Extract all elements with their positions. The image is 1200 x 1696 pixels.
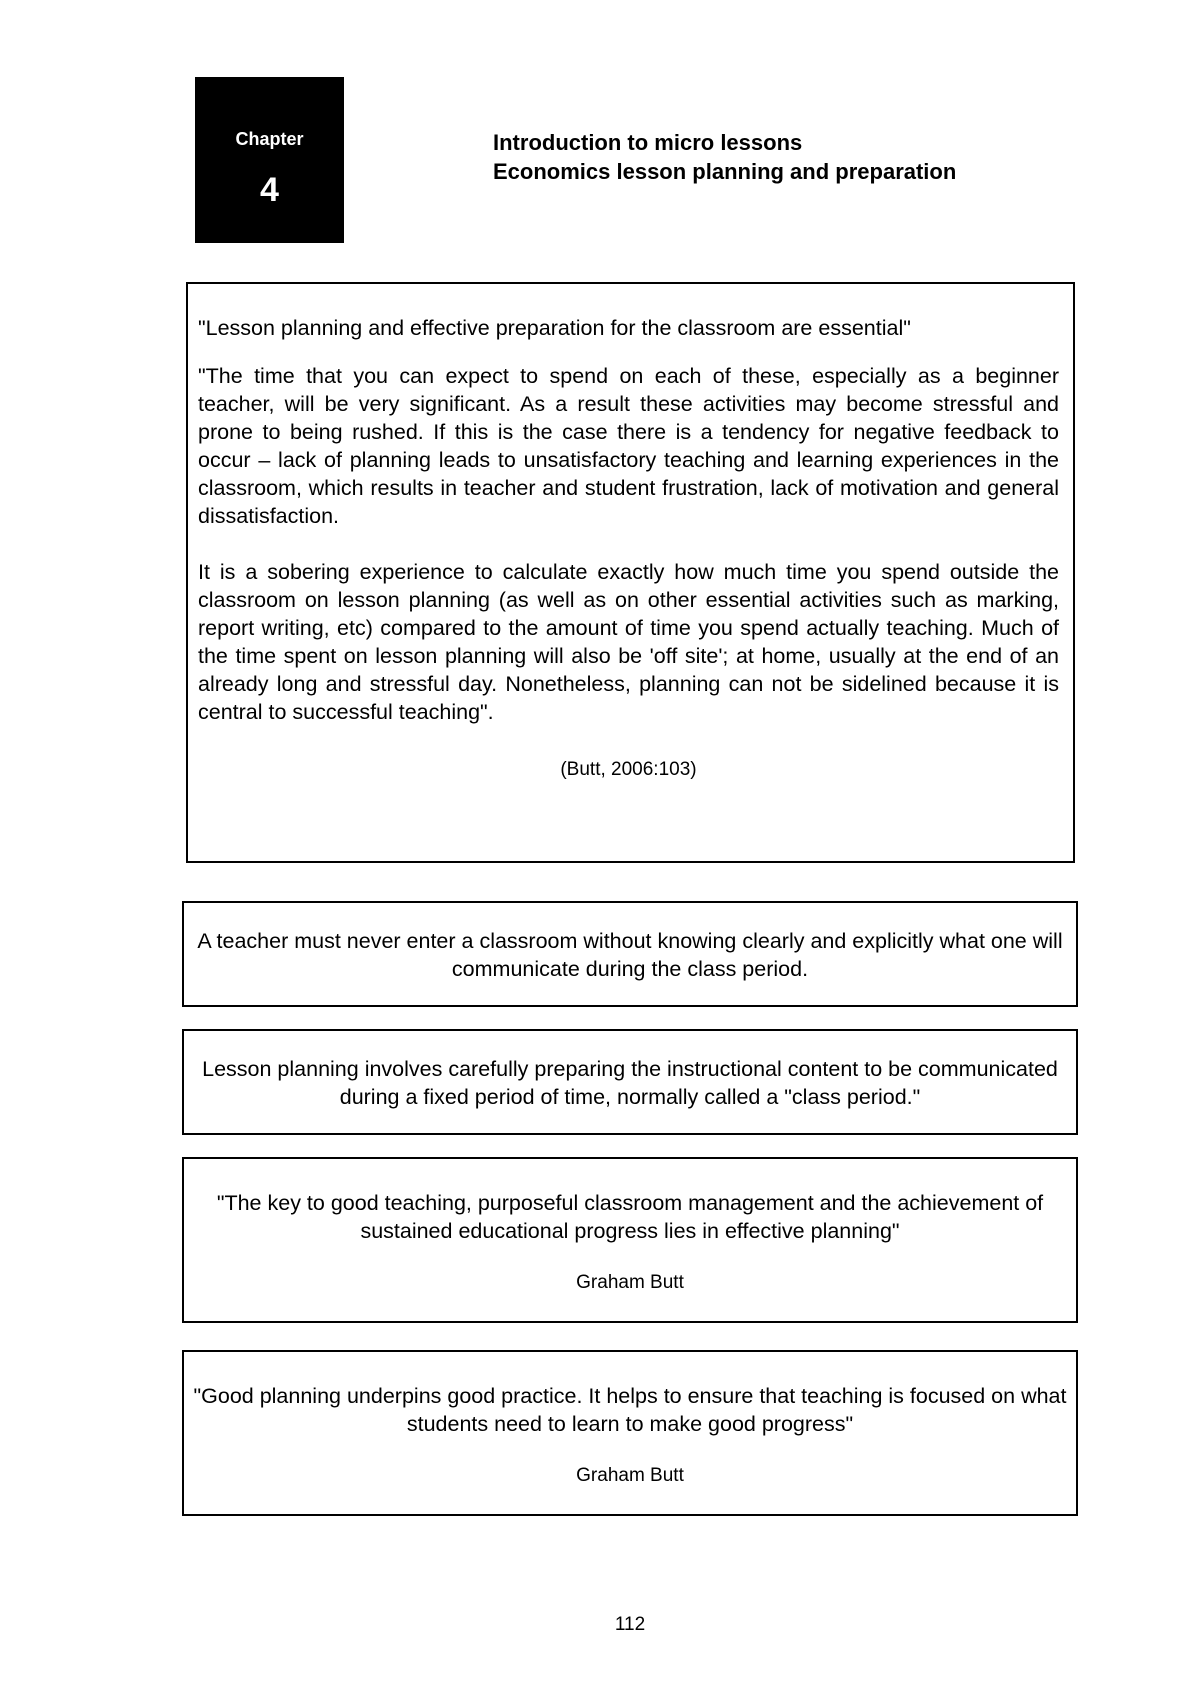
page-number: 112 — [614, 1614, 646, 1635]
chapter-badge — [195, 77, 344, 243]
quote-attribution: Graham Butt — [576, 1465, 684, 1486]
main-quote-box — [186, 282, 1075, 863]
quote-box-text: "The key to good teaching, purposeful classroom management and the achievement of sustained educational progress lies in effective planning" — [216, 1191, 1044, 1243]
chapter-title-line1: Introduction to micro lessons — [493, 130, 803, 155]
quote-box-lesson-planning — [182, 1029, 1078, 1135]
quote-citation: (Butt, 2006:103) — [560, 759, 697, 780]
quote-paragraph-2: It is a sobering experience to calculate exactly how much time you spend outside the classroom on lesson planning (as well as on other essential activities such as marking, report writing, etc) compared to the amount of time you spend actually teaching. Much of the time spent on lesson planning will also be 'off site'; at home, usually at the end of an already long and stressful day. Nonetheless, planning can not be sidelined because it is central to successful teaching". — [198, 560, 1059, 724]
quote-box-teacher — [182, 901, 1078, 1007]
quote-box-text: Lesson planning involves carefully preparing the instructional content to be communicated during a fixed period of time, normally called a "class period." — [202, 1057, 1058, 1109]
chapter-number: 4 — [260, 171, 279, 209]
quote-box-good-planning — [182, 1350, 1078, 1516]
quote-attribution: Graham Butt — [576, 1272, 684, 1293]
quote-box-text: A teacher must never enter a classroom without knowing clearly and explicitly what one will communicate during the class period. — [197, 929, 1063, 981]
chapter-label: Chapter — [235, 129, 304, 149]
quote-paragraph-1: "The time that you can expect to spend on each of these, especially as a beginner teacher, will be very significant. As a result these activities may become stressful and prone to being rushed. If this is the case there is a tendency for negative feedback to occur – lack of planning leads to unsatisfactory teaching and learning experiences in the classroom, which results in teacher and student frustration, lack of motivation and general dissatisfaction. — [198, 364, 1059, 528]
quote-heading: "Lesson planning and effective preparation for the classroom are essential" — [198, 316, 911, 340]
chapter-title-line2: Economics lesson planning and preparation — [493, 159, 957, 184]
chapter-titles — [493, 128, 956, 186]
quote-box-key-to-teaching — [182, 1157, 1078, 1323]
quote-box-text: "Good planning underpins good practice. It helps to ensure that teaching is focused on what students need to learn to make good progress" — [193, 1384, 1067, 1436]
